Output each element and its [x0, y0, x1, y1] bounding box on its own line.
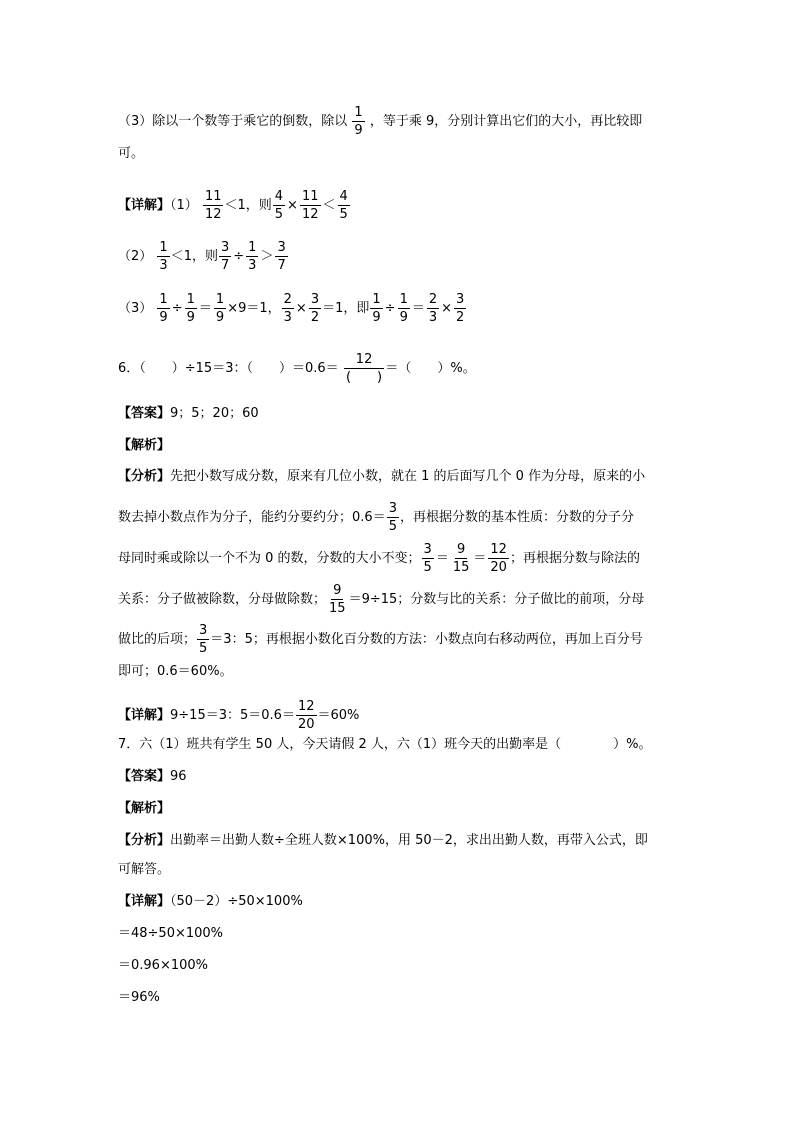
numerator: 12	[344, 353, 385, 369]
fraction	[214, 293, 226, 324]
text: ；再根据分数与除法的	[509, 551, 640, 566]
denominator: 12	[301, 207, 319, 222]
text: 关系：分子做被除数，分母做除数；	[118, 592, 327, 607]
operator: ＝	[411, 301, 425, 316]
denominator: 20	[297, 717, 315, 732]
numerator: 3	[310, 292, 320, 307]
numerator: 4	[274, 189, 284, 204]
fraction	[327, 584, 348, 615]
fraction	[451, 543, 472, 574]
operator: ÷	[384, 301, 396, 316]
question-text: ＝（ ）%。	[385, 361, 476, 376]
text: ＝1，即	[322, 301, 370, 316]
fraction	[344, 353, 385, 384]
numerator: 3	[456, 292, 465, 307]
numerator: 3	[199, 623, 208, 638]
detail-label: 【详解】	[118, 894, 171, 909]
numerator: 1	[186, 292, 195, 307]
fraction	[157, 241, 169, 272]
analysis-line	[118, 860, 170, 880]
analysis-label: 【分析】	[118, 833, 171, 848]
detail-line	[118, 892, 303, 912]
answer-text: 96	[170, 769, 187, 784]
numerator: 1	[372, 292, 381, 307]
numerator: 9	[333, 583, 342, 598]
fraction	[427, 293, 439, 324]
numerator: 1	[159, 240, 168, 255]
detail-step: ＝0.96×100%	[118, 958, 209, 973]
analysis-line	[118, 624, 643, 655]
operator: ＝	[198, 301, 212, 316]
numerator: 3	[220, 240, 230, 255]
fraction	[300, 190, 321, 221]
text: ＝60%	[317, 708, 360, 723]
denominator: 9	[159, 310, 168, 325]
analysis-line	[118, 831, 648, 851]
text: （3）除以一个数等于乘它的倒数，除以	[118, 114, 348, 129]
answer-text: 9；5；20；60	[170, 406, 259, 421]
denominator: 3	[283, 310, 292, 325]
numerator: 9	[456, 542, 466, 557]
fraction	[282, 293, 294, 324]
numerator: 1	[215, 292, 225, 307]
fraction	[454, 293, 466, 324]
detail-step: ＝96%	[118, 990, 160, 1005]
text: 数去掉小数点作为分子，能约分要约分；0.6＝	[118, 510, 386, 525]
numerator: 2	[283, 292, 292, 307]
analysis-line	[118, 584, 644, 615]
analysis-line	[118, 543, 640, 574]
denominator: 7	[220, 258, 230, 273]
explanation-line	[118, 106, 642, 137]
detail-line	[118, 700, 359, 731]
fraction	[203, 190, 224, 221]
answer-label: 【答案】	[118, 406, 171, 421]
numerator: 3	[277, 240, 286, 255]
answer-line	[118, 767, 187, 787]
detail-line-1	[118, 190, 351, 221]
detail-line-2	[118, 241, 289, 272]
fraction	[398, 293, 410, 324]
denominator: 5	[199, 641, 208, 656]
denominator: 7	[277, 258, 286, 273]
operator: ×	[295, 301, 307, 316]
denominator-blank: ( )	[345, 370, 383, 385]
detail-label: 【详解】	[118, 708, 171, 723]
numerator: 2	[428, 292, 438, 307]
text: ＝9÷15；分数与比的关系：分子做比的前项，分母	[348, 592, 645, 607]
denominator: 3	[428, 310, 438, 325]
numerator: 11	[301, 189, 319, 204]
fraction	[309, 293, 321, 324]
denominator: 2	[310, 310, 320, 325]
operator: ÷	[171, 301, 183, 316]
text: 可解答。	[118, 862, 171, 877]
detail-label: 【详解】	[118, 198, 171, 213]
fraction	[422, 543, 434, 574]
text: ＜1，则	[170, 249, 218, 264]
numerator: 1	[248, 240, 257, 255]
text: ＝3：5；再根据小数化百分数的方法：小数点向右移动两位，再加上百分号	[210, 632, 643, 647]
text: 做比的后项；	[118, 632, 197, 647]
denominator: 5	[423, 560, 432, 575]
denominator: 9	[372, 310, 381, 325]
fraction	[387, 502, 399, 533]
analysis-line	[118, 502, 634, 533]
numerator: 1	[159, 292, 168, 307]
text: 可。	[118, 146, 145, 161]
operator: ＝	[473, 551, 487, 566]
denominator: 20	[490, 560, 507, 575]
fraction	[352, 106, 364, 137]
numerator: 3	[388, 501, 397, 516]
denominator: 9	[399, 310, 408, 325]
text: 母同时乘或除以一个不为 0 的数，分数的大小不变；	[118, 551, 421, 566]
text: 先把小数写成分数，原来有几位小数，就在 1 的后面写几个 0 作为分母，原来的小	[170, 469, 646, 484]
analysis-line	[118, 662, 233, 682]
text: 9÷15＝3：5＝0.6＝	[170, 708, 295, 723]
operator: ×	[441, 301, 453, 316]
text: 出勤率＝出勤人数÷全班人数×100%，用 50－2，求出出勤人数，再带入公式，即	[170, 833, 648, 848]
fraction	[338, 190, 350, 221]
operator: ×	[287, 198, 298, 213]
denominator: 3	[159, 258, 168, 273]
fraction	[370, 293, 382, 324]
text: ，再根据分数的基本性质：分数的分子分	[399, 510, 634, 525]
denominator: 9	[215, 310, 225, 325]
analysis-label: 【分析】	[118, 469, 171, 484]
numerator: 4	[339, 189, 348, 204]
numerator: 1	[399, 292, 408, 307]
denominator: 9	[186, 310, 195, 325]
denominator: 5	[388, 519, 397, 534]
text: ×9＝1，	[227, 301, 281, 316]
text: ＜1，则	[224, 198, 272, 213]
text: （2）	[118, 249, 153, 264]
operator: ＞	[260, 249, 274, 264]
jiexi-heading: 【解析】	[118, 438, 171, 453]
numerator: 1	[354, 105, 363, 120]
numerator: 11	[204, 189, 222, 204]
numerator: 12	[490, 542, 507, 557]
detail-step: ＝48÷50×100%	[118, 926, 224, 941]
denominator: 15	[452, 560, 470, 575]
fraction	[185, 293, 197, 324]
operator: ＜	[322, 198, 336, 213]
answer-label: 【答案】	[118, 769, 171, 784]
jiexi-heading: 【解析】	[118, 801, 171, 816]
text: （1）	[170, 198, 198, 213]
operator: ＝	[435, 551, 449, 566]
numerator: 3	[423, 542, 432, 557]
explanation-line	[118, 144, 144, 164]
question-7: 7．六（1）班共有学生 50 人，今天请假 2 人，六（1）班今天的出勤率是（ ）%。	[118, 737, 652, 752]
text: （3）	[118, 301, 153, 316]
fraction	[273, 190, 285, 221]
analysis-line	[118, 467, 645, 487]
fraction	[157, 293, 169, 324]
text: 即可；0.6＝60%。	[118, 664, 233, 679]
fraction	[197, 624, 209, 655]
fraction	[275, 241, 287, 272]
text: （50－2）÷50×100%	[170, 894, 303, 909]
denominator: 12	[204, 207, 222, 222]
numerator: 12	[297, 699, 315, 714]
fraction	[488, 543, 509, 574]
answer-line	[118, 404, 259, 424]
fraction	[219, 241, 231, 272]
denominator: 2	[456, 310, 465, 325]
operator: ÷	[233, 249, 245, 264]
denominator: 15	[329, 601, 346, 616]
denominator: 9	[354, 123, 363, 138]
denominator: 5	[274, 207, 284, 222]
question-text: 6．（ ）÷15＝3：（ ）＝0.6＝	[118, 361, 339, 376]
denominator: 3	[248, 258, 257, 273]
denominator: 5	[339, 207, 348, 222]
detail-line-3	[118, 293, 467, 324]
fraction	[246, 241, 258, 272]
text: ，等于乘 9，分别计算出它们的大小，再比较即	[369, 114, 643, 129]
fraction	[296, 700, 317, 731]
question-6	[118, 353, 476, 384]
